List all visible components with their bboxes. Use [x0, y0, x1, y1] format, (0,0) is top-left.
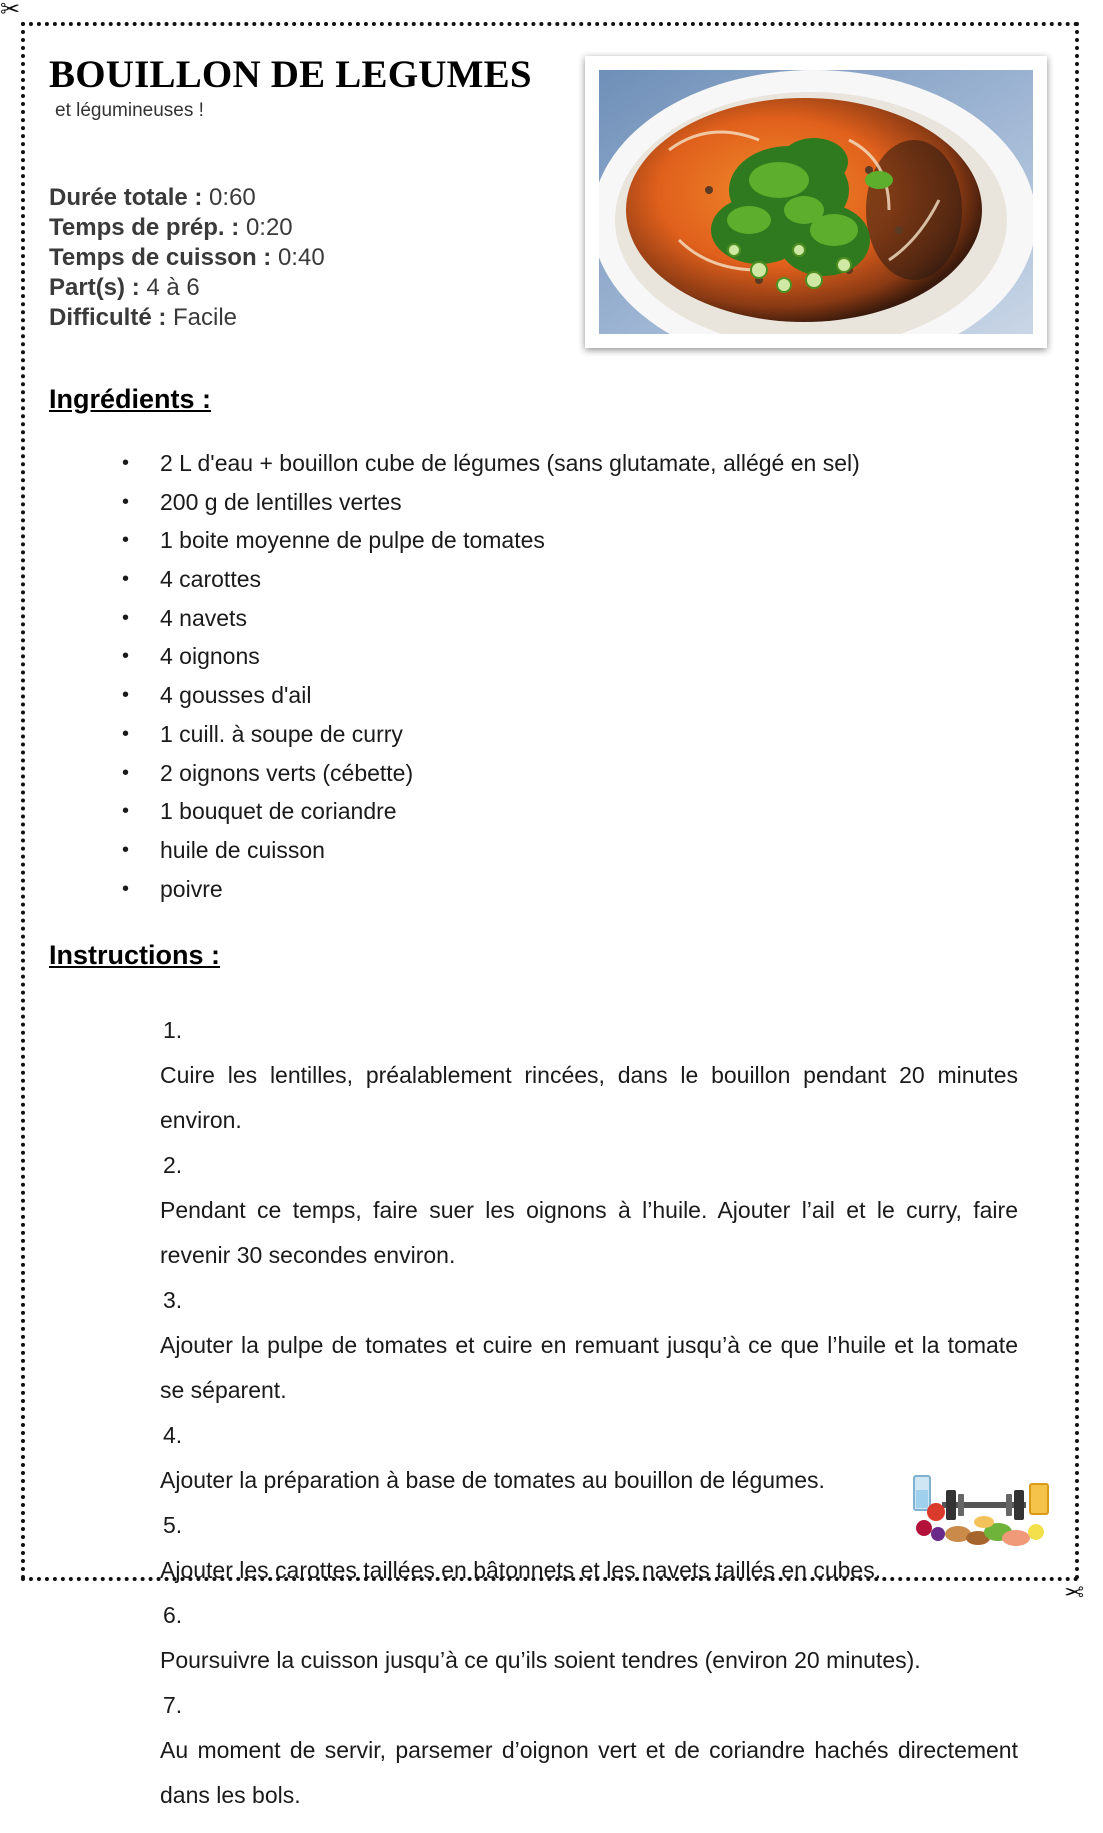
step-text: Ajouter la pulpe de tomates et cuire en remuant jusqu’à ce que l’huile et la tomate se séparent.	[160, 1332, 1018, 1403]
bullet-icon: •	[122, 684, 130, 707]
list-item	[120, 754, 860, 793]
bullet-icon: •	[122, 761, 130, 784]
list-item	[120, 444, 860, 483]
instructions-heading: Instructions :	[49, 940, 221, 970]
meta-cook-time	[49, 243, 325, 273]
meta-value: 0:60	[209, 184, 256, 211]
list-item	[120, 870, 860, 909]
meta-total-time	[49, 183, 325, 213]
meta-difficulty	[49, 303, 325, 333]
step-number: 2.	[163, 1152, 183, 1178]
meta-label: Part(s) :	[49, 274, 140, 301]
step-text: Ajouter la préparation à base de tomates au bouillon de légumes.	[160, 1467, 825, 1493]
bullet-icon: •	[122, 490, 130, 513]
step-number: 3.	[163, 1287, 183, 1313]
ingredients-list	[120, 444, 860, 908]
meta-value: Facile	[173, 304, 238, 331]
list-item	[120, 831, 860, 870]
recipe-meta	[49, 183, 325, 333]
list-item	[120, 1017, 1018, 1158]
ingredient-text: 2 L d'eau + bouillon cube de légumes (sans glutamate, allégé en sel)	[160, 450, 860, 476]
list-item	[120, 560, 860, 599]
meta-value: 0:40	[277, 244, 325, 271]
list-item	[120, 676, 860, 715]
ingredients-heading: Ingrédients :	[49, 384, 212, 414]
bullet-icon: •	[122, 838, 130, 861]
meta-value: 0:20	[245, 214, 293, 241]
step-number: 4.	[163, 1422, 183, 1448]
ingredient-text: 4 navets	[160, 604, 247, 631]
bullet-icon: •	[122, 452, 130, 474]
list-item	[120, 599, 860, 638]
step-number: 5.	[163, 1512, 183, 1538]
list-item	[120, 521, 860, 560]
bullet-icon: •	[122, 645, 130, 668]
bullet-icon: •	[122, 877, 130, 900]
step-number: 1.	[163, 1017, 183, 1043]
step-text: Poursuivre la cuisson jusqu’à ce qu’ils soient tendres (environ 20 minutes).	[160, 1647, 921, 1673]
list-item	[120, 483, 860, 522]
bullet-icon: •	[122, 722, 130, 745]
scissors-icon: ✂	[0, 0, 21, 23]
meta-label: Temps de cuisson :	[49, 244, 272, 271]
meta-prep-time	[49, 213, 325, 243]
bullet-icon: •	[122, 800, 130, 823]
ingredient-text: 1 boite moyenne de pulpe de tomates	[160, 527, 545, 554]
bullet-icon: •	[122, 606, 130, 629]
meta-label: Difficulté :	[49, 304, 167, 331]
step-number: 7.	[163, 1692, 183, 1718]
step-text: Cuire les lentilles, préalablement rincées, dans le bouillon pendant 20 minutes environ.	[160, 1062, 1018, 1133]
step-text: Pendant ce temps, faire suer les oignons à l’huile. Ajouter l’ail et le curry, faire revenir 30 secondes environ.	[160, 1197, 1018, 1268]
instructions-list	[120, 1017, 1018, 1833]
ingredient-text: 200 g de lentilles vertes	[160, 488, 402, 515]
list-item	[120, 637, 860, 676]
scissors-icon: ✂	[1064, 1577, 1085, 1604]
recipe-subtitle: et légumineuses !	[55, 100, 204, 121]
ingredient-text: huile de cuisson	[160, 836, 325, 863]
ingredient-text: 4 gousses d'ail	[160, 682, 312, 709]
ingredient-text: 4 oignons	[160, 643, 260, 670]
recipe-title: BOUILLON DE LEGUMES	[49, 53, 532, 96]
bullet-icon: •	[122, 568, 130, 591]
ingredient-text: 1 bouquet de coriandre	[160, 798, 397, 825]
soup-photo	[585, 56, 1047, 348]
step-number: 6.	[163, 1602, 183, 1628]
meta-label: Durée totale :	[49, 184, 203, 211]
ingredient-text: 1 cuill. à soupe de curry	[160, 720, 403, 747]
soup-bowl-photo	[599, 70, 1033, 334]
step-text: Au moment de servir, parsemer d’oignon vert et de coriandre hachés directement dans les bols.	[160, 1737, 1018, 1808]
health-food-logo	[912, 1472, 1052, 1554]
list-item	[120, 1152, 1018, 1293]
ingredient-text: poivre	[160, 875, 223, 902]
ingredient-text: 4 carottes	[160, 566, 261, 593]
meta-value: 4 à 6	[146, 274, 200, 301]
ingredient-text: 2 oignons verts (cébette)	[160, 759, 414, 786]
meta-servings	[49, 273, 325, 303]
bullet-icon: •	[122, 529, 130, 552]
list-item	[120, 1692, 1018, 1833]
list-item	[120, 715, 860, 754]
step-text: Ajouter les carottes taillées en bâtonnets et les navets taillés en cubes.	[160, 1557, 882, 1583]
list-item	[120, 1287, 1018, 1428]
list-item	[120, 792, 860, 831]
meta-label: Temps de prép. :	[49, 214, 240, 241]
